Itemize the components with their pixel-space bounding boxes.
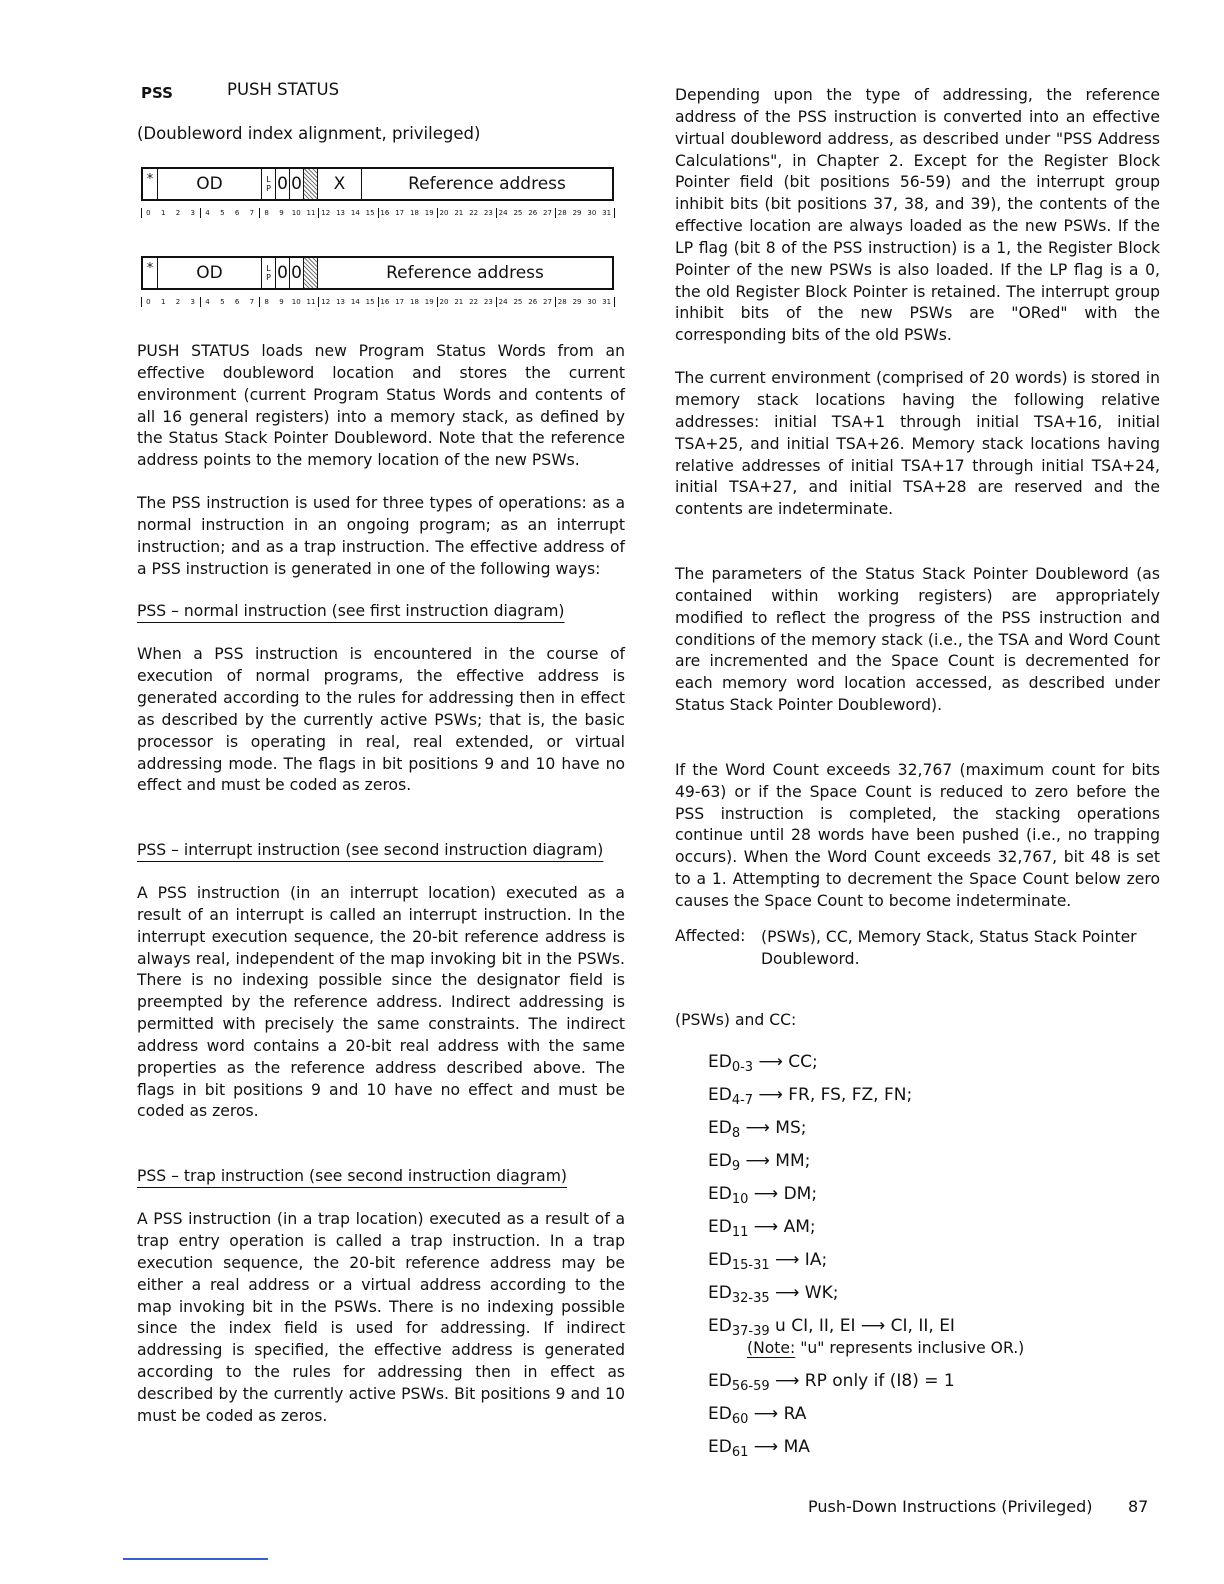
bit-tick-label: 15 (365, 209, 375, 217)
left-column (137, 341, 625, 1428)
bit-tick-label: 22 (469, 209, 479, 217)
affected-line-1: (PSWs), CC, Memory Stack, Status Stack Pointer (761, 928, 1137, 946)
bit-tick-label: 22 (469, 298, 479, 306)
bit-group-mark (200, 297, 201, 307)
bit-tick-label: 21 (454, 298, 464, 306)
equation-subscript: 9 (731, 1159, 741, 1174)
parameters-paragraph: The parameters of the Status Stack Pointer Doubleword (as contained within working registers) are appropriately modified to reflect the progress of the PSS instruction and conditions of the memory stack (i.e., the TSA and Word Count are incremented and the Space Count is decremented for each memory word location accessed, as described under Status Stack Pointer Doubleword). (675, 565, 1160, 715)
equation-rest: ⟶ RP only if (I8) = 1 (769, 1371, 955, 1391)
bit-group-mark (555, 208, 556, 218)
bit11-shaded-cell (304, 258, 318, 288)
equation-subscript: 4-7 (731, 1093, 754, 1108)
affected-list (761, 927, 1137, 971)
bit-tick-label: 19 (424, 209, 434, 217)
index-field: X (318, 169, 362, 199)
bit-group-mark (200, 208, 201, 218)
equation-base: ED (708, 1250, 732, 1270)
bit-group-mark (437, 297, 438, 307)
instruction-format-diagram-1 (141, 167, 614, 201)
bit-tick-label: 28 (557, 298, 567, 306)
bit-tick-label: 7 (249, 298, 255, 306)
bit10-zero-cell: 0 (290, 169, 304, 199)
bit-tick-label: 12 (321, 209, 331, 217)
equation-subscript: 37-39 (731, 1324, 770, 1339)
bit-tick-label: 4 (205, 209, 210, 217)
equation-subscript: 8 (731, 1126, 741, 1141)
reference-address-field: Reference address (408, 174, 566, 194)
normal-instruction-paragraph: When a PSS instruction is encountered in the course of execution of normal programs, the effective address is generated according to the rules for addressing then in effect as described by the currently active PSWs; that is, the basic processor is operating in real, real extended, or virtual addressing mode. The flags in bit positions 9 and 10 have no effect and must be coded as zeros. (137, 645, 625, 795)
lp-flag-cell (262, 169, 276, 199)
equation-rest: ⟶ AM; (748, 1217, 816, 1237)
note-label: (Note: (747, 1339, 796, 1357)
reference-address-field: Reference address (386, 263, 544, 283)
bit-tick-label: 25 (513, 209, 523, 217)
bit-group-mark (378, 297, 379, 307)
lp-flag-p: P (266, 184, 271, 193)
equation-base: ED (708, 1371, 732, 1391)
equation-subscript: 56-59 (731, 1379, 770, 1394)
bit-tick-label: 9 (279, 298, 284, 306)
bit-tick-label: 2 (175, 298, 181, 306)
bit-tick-label: 23 (483, 298, 493, 306)
equation-line (708, 1184, 817, 1207)
bit-tick-label: 16 (380, 209, 390, 217)
bit-tick-label: 19 (424, 298, 434, 306)
equation-base: ED (708, 1052, 732, 1072)
lp-flag-cell (262, 258, 276, 288)
intro-paragraph: PUSH STATUS loads new Program Status Words from an effective doubleword location and stores the current environment (current Program Status Words and contents of all 16 general registers) into a memory stack, as defined by the Status Stack Pointer Doubleword. Note that the reference address points to the memory location of the new PSWs. (137, 342, 625, 470)
equation-base: ED (708, 1118, 732, 1138)
equation-line (708, 1118, 807, 1141)
bit-tick-label: 17 (395, 298, 405, 306)
equation-rest: ⟶ MS; (740, 1118, 807, 1138)
bit-tick-label: 30 (587, 209, 597, 217)
bit11-shaded-cell (304, 169, 318, 199)
bit-tick-label: 8 (264, 298, 269, 306)
note-line (747, 1339, 1024, 1357)
bit-ruler-2 (141, 298, 614, 308)
equation-line (708, 1250, 827, 1273)
bit-tick-label: 18 (409, 209, 419, 217)
bit-tick-label: 5 (220, 209, 225, 217)
bit-tick-label: 20 (439, 298, 449, 306)
equation-base: ED (708, 1085, 732, 1105)
addressing-paragraph: Depending upon the type of addressing, the reference address of the PSS instruction is converted into an effective virtual doubleword address, as described under "PSS Address Calculations", in Chapter 2. Except for the Register Block Pointer field (bit positions 56-59) and the interrupt group inhibit bits (bit positions 37, 38, and 39), the contents of the effective location are always loaded as the new PSWs. If the LP flag (bit 8 of the PSS instruction) is a 1, the Register Block Pointer of the new PSWs is also loaded. If the LP flag is a 0, the old Register Block Pointer is retained. The interrupt group inhibit bits of the new PSWs are "ORed" with the corresponding bits of the old PSWs. (675, 86, 1160, 345)
bit-tick-label: 10 (291, 298, 301, 306)
bit-tick-label: 6 (234, 209, 240, 217)
equation-line (708, 1283, 839, 1306)
bit-tick-label: 13 (336, 209, 345, 217)
equation-base: ED (708, 1404, 732, 1424)
bit-group-mark (141, 297, 142, 307)
bit-tick-label: 5 (220, 298, 225, 306)
bit-tick-label: 12 (321, 298, 331, 306)
bit-tick-label: 20 (439, 209, 449, 217)
bit-tick-label: 27 (543, 209, 552, 217)
bit-tick-label: 29 (572, 298, 582, 306)
bit-tick-label: 14 (350, 298, 360, 306)
bit-group-mark (496, 297, 497, 307)
bit-group-mark (614, 297, 615, 307)
bit-tick-label: 25 (513, 298, 523, 306)
equation-subscript: 10 (731, 1192, 749, 1207)
equation-rest: ⟶ FR, FS, FZ, FN; (753, 1085, 913, 1105)
bit-tick-label: 15 (365, 298, 375, 306)
lp-flag-l: L (266, 175, 271, 184)
bit-tick-label: 8 (264, 209, 269, 217)
word-count-paragraph: If the Word Count exceeds 32,767 (maximum count for bits 49-63) or if the Space Count is reduced to zero before the PSS instruction is completed, the stacking operations continue until 28 words have been pushed (i.e., no trapping occurs). When the Word Count exceeds 32,767, bit 48 is set to a 1. Attempting to decrement the Space Count below zero causes the Space Count to become indeterminate. (675, 760, 1160, 910)
equation-line (708, 1371, 955, 1394)
bit9-zero-cell: 0 (276, 258, 290, 288)
indirect-bit-cell: * (143, 169, 158, 199)
scan-edge-mark (123, 1558, 268, 1560)
instruction-name: PUSH STATUS (227, 80, 340, 99)
bit-group-mark (259, 297, 260, 307)
equation-base: ED (708, 1217, 732, 1237)
equation-base: ED (708, 1437, 732, 1457)
equation-line (708, 1151, 810, 1174)
lp-flag-p: P (266, 273, 271, 282)
equation-line (708, 1404, 806, 1427)
equation-rest: ⟶ DM; (748, 1184, 818, 1204)
equation-rest: ⟶ RA (748, 1404, 807, 1424)
bit-group-mark (259, 208, 260, 218)
equation-line (708, 1437, 810, 1460)
indirect-bit-cell: * (143, 258, 158, 288)
bit-ruler-1 (141, 209, 614, 219)
instruction-mnemonic: PSS (141, 84, 173, 102)
bit-tick-label: 1 (160, 209, 166, 217)
equation-subscript: 15-31 (731, 1258, 770, 1273)
page-number: 87 (1128, 1497, 1149, 1516)
bit-group-mark (555, 297, 556, 307)
equation-subscript: 61 (731, 1445, 749, 1460)
affected-line-2: Doubleword. (761, 949, 860, 968)
equation-base: ED (708, 1184, 732, 1204)
environment-paragraph: The current environment (comprised of 20 words) is stored in memory stack locations having the following relative addresses: initial TSA+1 through initial TSA+16, initial TSA+25, and initial TSA+26. Memory stack locations having relative addresses of initial TSA+17 through initial TSA+24, initial TSA+27, and initial TSA+28 are reserved and the contents are indeterminate. (675, 369, 1160, 519)
equation-base: ED (708, 1151, 732, 1171)
bit-tick-label: 11 (306, 298, 316, 306)
bit-tick-label: 2 (175, 209, 181, 217)
bit-tick-label: 16 (380, 298, 390, 306)
equation-base: ED (708, 1283, 732, 1303)
affected-label: Affected: (675, 927, 746, 945)
bit-tick-label: 27 (543, 298, 552, 306)
bit-tick-label: 11 (306, 209, 316, 217)
bit-tick-label: 21 (454, 209, 464, 217)
equation-rest: ⟶ CC; (753, 1052, 818, 1072)
interrupt-instruction-heading: PSS – interrupt instruction (see second instruction diagram) (137, 841, 604, 860)
equation-subscript: 32-35 (731, 1291, 770, 1306)
bit9-zero-cell: 0 (276, 169, 290, 199)
equation-rest: u CI, II, EI ⟶ CI, II, EI (769, 1316, 955, 1336)
bit-tick-label: 13 (336, 298, 345, 306)
bit-group-mark (318, 297, 319, 307)
bit-tick-label: 30 (587, 298, 597, 306)
bit-tick-label: 17 (395, 209, 405, 217)
equation-rest: ⟶ MA (748, 1437, 810, 1457)
bit-tick-label: 0 (146, 298, 151, 306)
trap-instruction-paragraph: A PSS instruction (in a trap location) executed as a result of a trap entry operation is called a trap instruction. In a trap execution sequence, the 20-bit reference address may be either a real address or a virtual address according to the map invoking bit in the PSWs. There is no indexing possible since the index field is used for addressing. If indirect addressing is specified, the effective address is generated according to the rules for addressing then in effect as described by the currently active PSWs. Bit positions 9 and 10 must be coded as zeros. (137, 1210, 625, 1425)
trap-instruction-heading: PSS – trap instruction (see second instruction diagram) (137, 1167, 567, 1186)
bit-group-mark (378, 208, 379, 218)
equation-rest: ⟶ WK; (769, 1283, 839, 1303)
bit-group-mark (141, 208, 142, 218)
bit-tick-label: 29 (572, 209, 582, 217)
bit-tick-label: 3 (190, 209, 195, 217)
bit10-zero-cell: 0 (290, 258, 304, 288)
opcode-field: OD (158, 258, 262, 288)
normal-instruction-heading: PSS – normal instruction (see first instruction diagram) (137, 602, 565, 621)
equation-rest: ⟶ MM; (740, 1151, 811, 1171)
bit-tick-label: 23 (483, 209, 493, 217)
bit-tick-label: 26 (528, 298, 538, 306)
opcode-field: OD (158, 169, 262, 199)
bit-tick-label: 31 (602, 209, 612, 217)
equation-line (708, 1316, 955, 1339)
bit-group-mark (437, 208, 438, 218)
bit-tick-label: 6 (234, 298, 240, 306)
equation-line (708, 1052, 818, 1075)
bit-tick-label: 4 (205, 298, 210, 306)
equation-subscript: 11 (731, 1225, 749, 1240)
equation-line (708, 1217, 816, 1240)
lp-flag-l: L (266, 264, 271, 273)
operation-types-paragraph: The PSS instruction is used for three types of operations: as a normal instruction in an ongoing program; as an interrupt instruction; and as a trap instruction. The effective address of a PSS instruction is generated in one of the following ways: (137, 494, 625, 578)
bit-tick-label: 9 (279, 209, 284, 217)
bit-tick-label: 14 (350, 209, 360, 217)
psws-cc-label: (PSWs) and CC: (675, 1011, 797, 1029)
bit-tick-label: 7 (249, 209, 255, 217)
bit-tick-label: 18 (409, 298, 419, 306)
bit-group-mark (496, 208, 497, 218)
bit-tick-label: 24 (498, 209, 508, 217)
equation-rest: ⟶ IA; (769, 1250, 828, 1270)
equation-base: ED (708, 1316, 732, 1336)
equation-subscript: 0-3 (731, 1060, 754, 1075)
equation-subscript: 60 (731, 1412, 749, 1427)
running-footer: Push-Down Instructions (Privileged) (808, 1497, 1093, 1516)
bit-tick-label: 10 (291, 209, 301, 217)
interrupt-instruction-paragraph: A PSS instruction (in an interrupt location) executed as a result of an interrupt is called an interrupt instruction. In the interrupt execution sequence, the 20-bit reference address is always real, independent of the map invoking bit in the PSWs. There is no indexing possible since the designator field is preempted by the reference address. Indirect addressing is permitted with precisely the same constraints. The indirect address word contains a 20-bit real address with the same properties as the reference address described above. The flags in bit positions 9 and 10 have no effect and must be coded as zeros. (137, 884, 625, 1121)
instruction-format-diagram-2 (141, 256, 614, 290)
equation-line (708, 1085, 912, 1108)
note-text: "u" represents inclusive OR.) (795, 1339, 1025, 1357)
bit-tick-label: 3 (190, 298, 195, 306)
bit-group-mark (318, 208, 319, 218)
bit-group-mark (614, 208, 615, 218)
bit-tick-label: 26 (528, 209, 538, 217)
bit-tick-label: 1 (160, 298, 166, 306)
bit-tick-label: 24 (498, 298, 508, 306)
right-column (675, 85, 1160, 913)
instruction-subtitle: (Doubleword index alignment, privileged) (137, 124, 481, 143)
bit-tick-label: 31 (602, 298, 612, 306)
bit-tick-label: 28 (557, 209, 567, 217)
bit-tick-label: 0 (146, 209, 151, 217)
